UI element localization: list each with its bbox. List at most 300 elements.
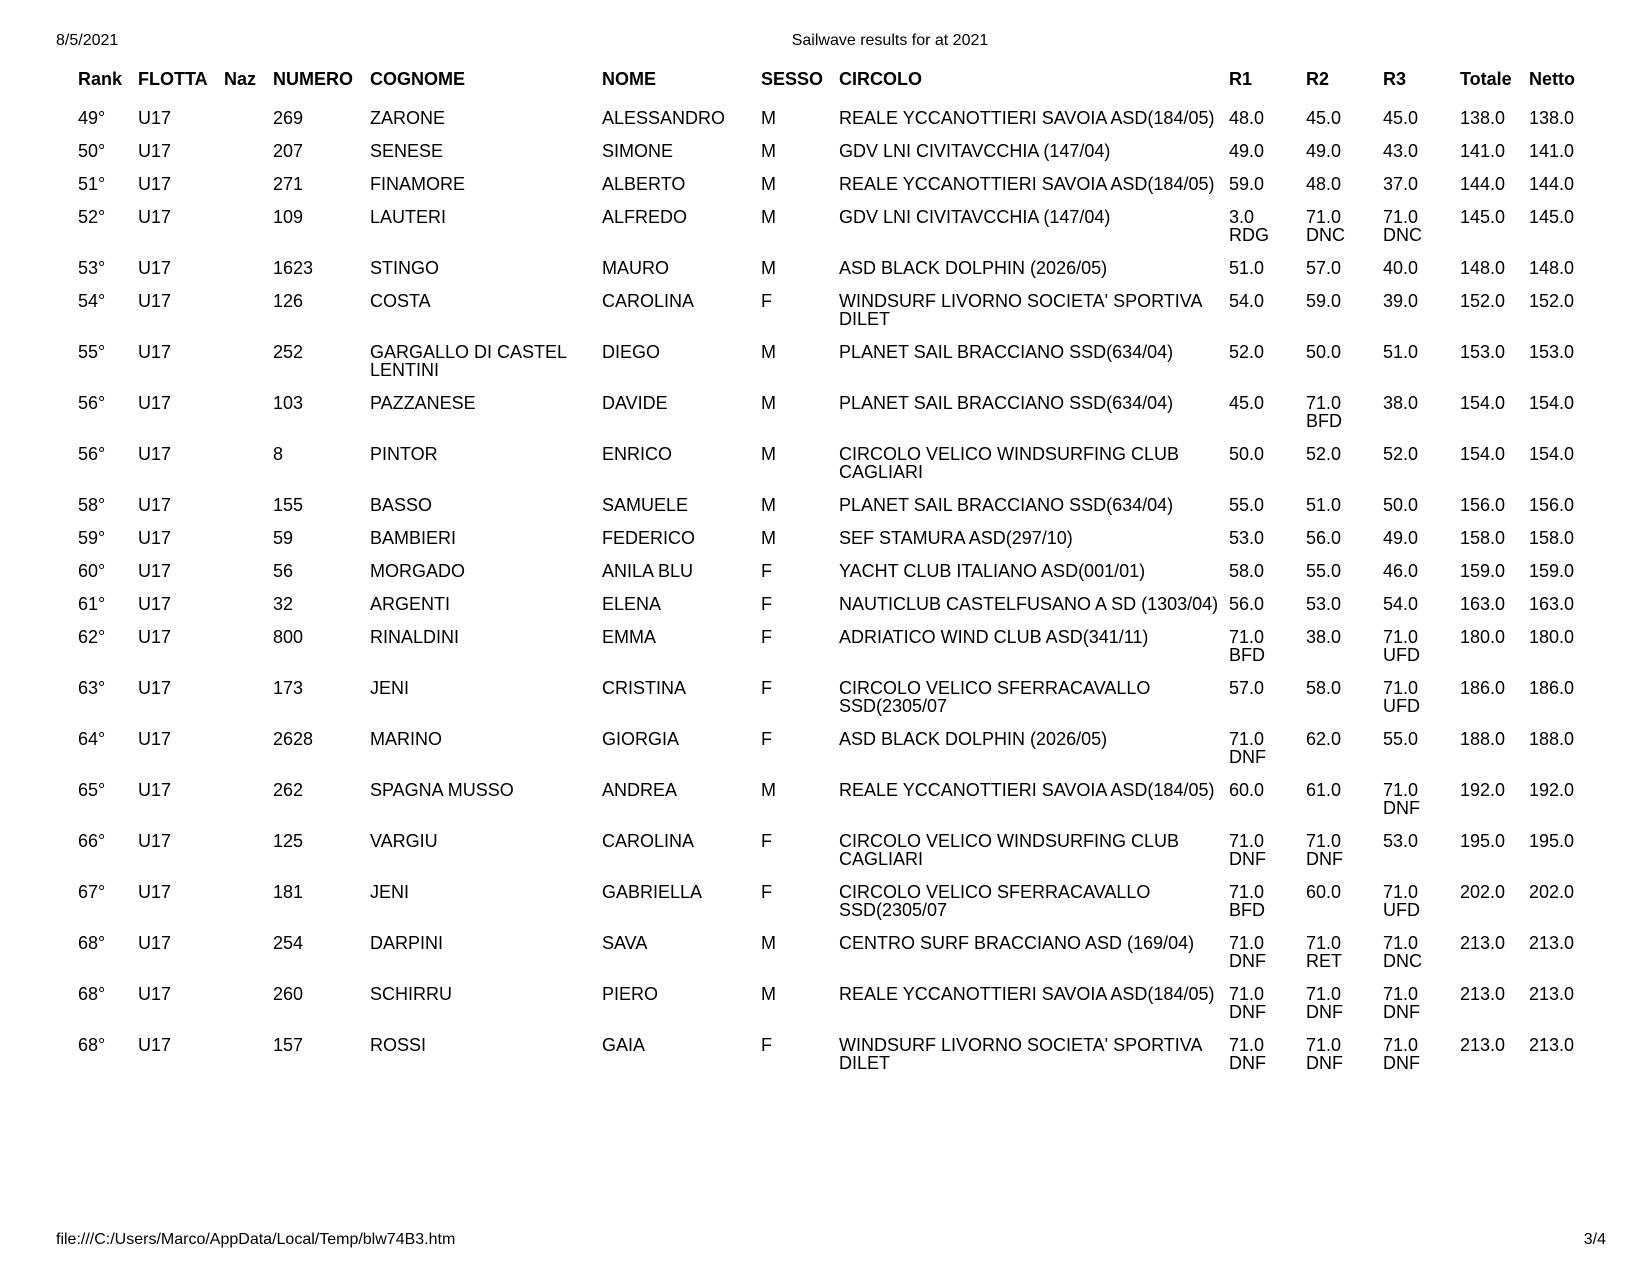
nome-cell: MAURO (602, 258, 669, 278)
r2-cell (1306, 487, 1383, 520)
r3-cell (1383, 385, 1460, 436)
numero-cell: 8 (273, 444, 284, 464)
r3-cell (1383, 100, 1460, 133)
r1-cell (1229, 553, 1306, 586)
circolo-cell: ADRIATICO WIND CLUB ASD(341/11) (839, 627, 1149, 647)
race-code: UFD (1383, 900, 1420, 920)
r2-cell (1306, 133, 1383, 166)
sesso-cell: F (761, 1035, 772, 1055)
r1-cell (1229, 670, 1306, 721)
race-score: 71.0 (1229, 882, 1265, 902)
race-score: 38.0 (1383, 393, 1419, 413)
nome-cell: EMMA (602, 627, 656, 647)
race-score: 49.0 (1306, 141, 1342, 161)
cognome-cell: BASSO (370, 495, 433, 515)
circolo-cell: CIRCOLO VELICO WINDSURFING CLUB CAGLIARI (839, 444, 1180, 482)
numero-cell: 1623 (273, 258, 314, 278)
r1-cell (1229, 283, 1306, 334)
circolo-cell: YACHT CLUB ITALIANO ASD(001/01) (839, 561, 1146, 581)
circolo-cell: REALE YCCANOTTIERI SAVOIA ASD(184/05) (839, 780, 1215, 800)
race-code: UFD (1383, 696, 1420, 716)
naz-cell (224, 283, 273, 334)
netto-cell: 195.0 (1529, 831, 1575, 851)
cognome-cell: SPAGNA MUSSO (370, 780, 514, 800)
race-score: 45.0 (1383, 108, 1419, 128)
cognome-cell: FINAMORE (370, 174, 466, 194)
netto-cell: 138.0 (1529, 108, 1575, 128)
column-header: COGNOME (370, 69, 466, 89)
column-header: SESSO (761, 69, 824, 89)
table-row (78, 334, 1588, 385)
race-code: DNF (1306, 1053, 1343, 1073)
race-score: 50.0 (1383, 495, 1419, 515)
circolo-cell: SEF STAMURA ASD(297/10) (839, 528, 1073, 548)
r2-cell (1306, 385, 1383, 436)
nome-cell: ALESSANDRO (602, 108, 726, 128)
circolo-cell: PLANET SAIL BRACCIANO SSD(634/04) (839, 393, 1174, 413)
r1-cell (1229, 772, 1306, 823)
naz-cell (224, 1027, 273, 1078)
r3-cell (1383, 823, 1460, 874)
nome-cell: ANDREA (602, 780, 678, 800)
race-score: 57.0 (1229, 678, 1265, 698)
nome-cell: ALFREDO (602, 207, 688, 227)
sesso-cell: M (761, 780, 776, 800)
race-score: 56.0 (1306, 528, 1342, 548)
rank-cell: 53° (78, 258, 106, 278)
race-score: 54.0 (1229, 291, 1265, 311)
table-row (78, 553, 1588, 586)
r1-cell (1229, 619, 1306, 670)
r3-cell (1383, 133, 1460, 166)
r1-cell (1229, 334, 1306, 385)
r2-cell (1306, 250, 1383, 283)
race-code: DNF (1229, 747, 1266, 767)
flotta-cell: U17 (138, 627, 172, 647)
nome-cell: SIMONE (602, 141, 674, 161)
race-score: 59.0 (1306, 291, 1342, 311)
race-score: 71.0 (1229, 1035, 1265, 1055)
race-score: 53.0 (1229, 528, 1265, 548)
results-table (78, 64, 1588, 1078)
column-header: CIRCOLO (839, 69, 922, 89)
sesso-cell: M (761, 108, 776, 128)
nome-cell: PIERO (602, 984, 659, 1004)
race-score: 71.0 (1306, 831, 1342, 851)
race-score: 71.0 (1229, 984, 1265, 1004)
rank-cell: 60° (78, 561, 106, 581)
totale-cell: 195.0 (1460, 831, 1506, 851)
flotta-cell: U17 (138, 444, 172, 464)
race-score: 43.0 (1383, 141, 1419, 161)
naz-cell (224, 823, 273, 874)
totale-cell: 192.0 (1460, 780, 1506, 800)
race-score: 55.0 (1306, 561, 1342, 581)
totale-cell: 180.0 (1460, 627, 1506, 647)
race-score: 3.0 (1229, 207, 1255, 227)
totale-cell: 148.0 (1460, 258, 1506, 278)
r2-cell (1306, 670, 1383, 721)
table-row (78, 100, 1588, 133)
cognome-cell: JENI (370, 678, 410, 698)
nome-cell: ENRICO (602, 444, 673, 464)
race-score: 71.0 (1383, 882, 1419, 902)
totale-cell: 153.0 (1460, 342, 1506, 362)
netto-cell: 154.0 (1529, 393, 1575, 413)
netto-cell: 163.0 (1529, 594, 1575, 614)
netto-cell: 148.0 (1529, 258, 1575, 278)
naz-cell (224, 586, 273, 619)
numero-cell: 269 (273, 108, 304, 128)
numero-cell: 109 (273, 207, 304, 227)
race-score: 71.0 (1229, 729, 1265, 749)
table-row (78, 385, 1588, 436)
flotta-cell: U17 (138, 594, 172, 614)
numero-cell: 32 (273, 594, 294, 614)
circolo-cell: WINDSURF LIVORNO SOCIETA' SPORTIVA DILET (839, 291, 1202, 329)
race-score: 71.0 (1306, 393, 1342, 413)
race-score: 71.0 (1306, 984, 1342, 1004)
nome-cell: DIEGO (602, 342, 661, 362)
numero-cell: 207 (273, 141, 304, 161)
column-header: Netto (1529, 69, 1575, 89)
cognome-cell: PINTOR (370, 444, 438, 464)
race-score: 60.0 (1306, 882, 1342, 902)
rank-cell: 62° (78, 627, 106, 647)
r3-cell (1383, 166, 1460, 199)
race-score: 50.0 (1306, 342, 1342, 362)
flotta-cell: U17 (138, 393, 172, 413)
netto-cell: 159.0 (1529, 561, 1575, 581)
sesso-cell: M (761, 444, 776, 464)
totale-cell: 154.0 (1460, 444, 1506, 464)
race-score: 59.0 (1229, 174, 1265, 194)
r2-cell (1306, 100, 1383, 133)
circolo-cell: REALE YCCANOTTIERI SAVOIA ASD(184/05) (839, 984, 1215, 1004)
cognome-cell: BAMBIERI (370, 528, 457, 548)
column-header: NUMERO (273, 69, 353, 89)
sesso-cell: F (761, 291, 772, 311)
numero-cell: 56 (273, 561, 294, 581)
totale-cell: 154.0 (1460, 393, 1506, 413)
r1-cell (1229, 823, 1306, 874)
nome-cell: FEDERICO (602, 528, 696, 548)
race-score: 62.0 (1306, 729, 1342, 749)
race-score: 45.0 (1306, 108, 1342, 128)
totale-cell: 141.0 (1460, 141, 1506, 161)
rank-cell: 68° (78, 984, 106, 1004)
table-row (78, 250, 1588, 283)
race-score: 53.0 (1383, 831, 1419, 851)
totale-cell: 188.0 (1460, 729, 1506, 749)
cognome-cell: GARGALLO DI CASTEL LENTINI (370, 342, 567, 380)
totale-cell: 186.0 (1460, 678, 1506, 698)
numero-cell: 262 (273, 780, 304, 800)
r2-cell (1306, 772, 1383, 823)
r3-cell (1383, 721, 1460, 772)
race-score: 48.0 (1229, 108, 1265, 128)
race-code: DNF (1383, 798, 1420, 818)
naz-cell (224, 772, 273, 823)
rank-cell: 52° (78, 207, 106, 227)
naz-cell (224, 487, 273, 520)
table-row (78, 133, 1588, 166)
race-score: 45.0 (1229, 393, 1265, 413)
flotta-cell: U17 (138, 495, 172, 515)
table-row (78, 619, 1588, 670)
nome-cell: GAIA (602, 1035, 646, 1055)
circolo-cell: REALE YCCANOTTIERI SAVOIA ASD(184/05) (839, 108, 1215, 128)
race-code: DNC (1383, 225, 1422, 245)
naz-cell (224, 976, 273, 1027)
numero-cell: 155 (273, 495, 304, 515)
flotta-cell: U17 (138, 831, 172, 851)
totale-cell: 156.0 (1460, 495, 1506, 515)
table-row (78, 721, 1588, 772)
flotta-cell: U17 (138, 1035, 172, 1055)
table-row (78, 436, 1588, 487)
race-code: DNF (1229, 1002, 1266, 1022)
cognome-cell: RINALDINI (370, 627, 460, 647)
flotta-cell: U17 (138, 678, 172, 698)
r1-cell (1229, 250, 1306, 283)
numero-cell: 125 (273, 831, 304, 851)
rank-cell: 66° (78, 831, 106, 851)
totale-cell: 144.0 (1460, 174, 1506, 194)
rank-cell: 55° (78, 342, 106, 362)
header-row (78, 64, 1588, 100)
sesso-cell: F (761, 729, 772, 749)
column-header: NOME (602, 69, 656, 89)
nome-cell: ANILA BLU (602, 561, 694, 581)
sesso-cell: M (761, 174, 776, 194)
cognome-cell: SCHIRRU (370, 984, 453, 1004)
rank-cell: 49° (78, 108, 106, 128)
sesso-cell: M (761, 207, 776, 227)
sesso-cell: F (761, 678, 772, 698)
nome-cell: SAVA (602, 933, 648, 953)
race-score: 58.0 (1306, 678, 1342, 698)
page-title: Sailwave results for at 2021 (791, 32, 989, 49)
sesso-cell: F (761, 831, 772, 851)
race-code: DNC (1306, 225, 1345, 245)
flotta-cell: U17 (138, 528, 172, 548)
r3-cell (1383, 520, 1460, 553)
naz-cell (224, 133, 273, 166)
flotta-cell: U17 (138, 780, 172, 800)
r2-cell (1306, 166, 1383, 199)
race-code: RDG (1229, 225, 1269, 245)
netto-cell: 154.0 (1529, 444, 1575, 464)
race-score: 37.0 (1383, 174, 1419, 194)
race-code: DNF (1306, 1002, 1343, 1022)
r2-cell (1306, 436, 1383, 487)
sesso-cell: F (761, 594, 772, 614)
table-row (78, 670, 1588, 721)
nome-cell: SAMUELE (602, 495, 689, 515)
r1-cell (1229, 976, 1306, 1027)
race-code: DNF (1383, 1002, 1420, 1022)
flotta-cell: U17 (138, 174, 172, 194)
rank-cell: 51° (78, 174, 106, 194)
cognome-cell: ZARONE (370, 108, 446, 128)
column-header: FLOTTA (138, 69, 208, 89)
r1-cell (1229, 721, 1306, 772)
r2-cell (1306, 823, 1383, 874)
rank-cell: 59° (78, 528, 106, 548)
rank-cell: 68° (78, 1035, 106, 1055)
flotta-cell: U17 (138, 342, 172, 362)
race-score: 50.0 (1229, 444, 1265, 464)
sesso-cell: F (761, 627, 772, 647)
race-score: 46.0 (1383, 561, 1419, 581)
totale-cell: 138.0 (1460, 108, 1506, 128)
r3-cell (1383, 772, 1460, 823)
sesso-cell: F (761, 561, 772, 581)
naz-cell (224, 925, 273, 976)
rank-cell: 54° (78, 291, 106, 311)
circolo-cell: GDV LNI CIVITAVCCHIA (147/04) (839, 141, 1111, 161)
flotta-cell: U17 (138, 882, 172, 902)
cognome-cell: ROSSI (370, 1035, 427, 1055)
race-score: 71.0 (1229, 933, 1265, 953)
race-score: 71.0 (1383, 1035, 1419, 1055)
netto-cell: 145.0 (1529, 207, 1575, 227)
r2-cell (1306, 925, 1383, 976)
table-row (78, 283, 1588, 334)
r2-cell (1306, 553, 1383, 586)
race-score: 53.0 (1306, 594, 1342, 614)
totale-cell: 159.0 (1460, 561, 1506, 581)
sesso-cell: F (761, 882, 772, 902)
column-header: Rank (78, 69, 123, 89)
r1-cell (1229, 436, 1306, 487)
r3-cell (1383, 619, 1460, 670)
flotta-cell: U17 (138, 207, 172, 227)
netto-cell: 158.0 (1529, 528, 1575, 548)
r2-cell (1306, 586, 1383, 619)
numero-cell: 181 (273, 882, 304, 902)
race-score: 40.0 (1383, 258, 1419, 278)
netto-cell: 188.0 (1529, 729, 1575, 749)
flotta-cell: U17 (138, 141, 172, 161)
naz-cell (224, 166, 273, 199)
nome-cell: GIORGIA (602, 729, 680, 749)
column-header: R3 (1383, 69, 1407, 89)
netto-cell: 144.0 (1529, 174, 1575, 194)
rank-cell: 68° (78, 933, 106, 953)
cognome-cell: MARINO (370, 729, 442, 749)
flotta-cell: U17 (138, 291, 172, 311)
sesso-cell: M (761, 528, 776, 548)
r3-cell (1383, 283, 1460, 334)
race-score: 58.0 (1229, 561, 1265, 581)
totale-cell: 213.0 (1460, 984, 1506, 1004)
nome-cell: CAROLINA (602, 291, 695, 311)
race-score: 71.0 (1383, 984, 1419, 1004)
circolo-cell: NAUTICLUB CASTELFUSANO A SD (1303/04) (839, 594, 1219, 614)
table-row (78, 520, 1588, 553)
r2-cell (1306, 721, 1383, 772)
race-score: 52.0 (1306, 444, 1342, 464)
totale-cell: 213.0 (1460, 933, 1506, 953)
naz-cell (224, 385, 273, 436)
netto-cell: 213.0 (1529, 984, 1575, 1004)
netto-cell: 213.0 (1529, 1035, 1575, 1055)
sesso-cell: M (761, 258, 776, 278)
race-code: DNF (1306, 849, 1343, 869)
totale-cell: 202.0 (1460, 882, 1506, 902)
cognome-cell: SENESE (370, 141, 444, 161)
race-score: 71.0 (1306, 1035, 1342, 1055)
r3-cell (1383, 874, 1460, 925)
totale-cell: 158.0 (1460, 528, 1506, 548)
table-row (78, 823, 1588, 874)
race-score: 61.0 (1306, 780, 1342, 800)
table-row (78, 487, 1588, 520)
race-code: DNF (1383, 1053, 1420, 1073)
rank-cell: 65° (78, 780, 106, 800)
page-number: 3/4 (1583, 1231, 1606, 1248)
race-code: DNF (1229, 849, 1266, 869)
race-score: 71.0 (1383, 678, 1419, 698)
race-code: UFD (1383, 645, 1420, 665)
r3-cell (1383, 925, 1460, 976)
page-url: file:///C:/Users/Marco/AppData/Local/Temp/blw74B3.htm (56, 1231, 456, 1248)
table-row (78, 925, 1588, 976)
rank-cell: 56° (78, 444, 106, 464)
numero-cell: 254 (273, 933, 304, 953)
circolo-cell: CIRCOLO VELICO SFERRACAVALLO SSD(2305/07 (839, 882, 1151, 920)
circolo-cell: CIRCOLO VELICO SFERRACAVALLO SSD(2305/07 (839, 678, 1151, 716)
flotta-cell: U17 (138, 108, 172, 128)
cognome-cell: MORGADO (370, 561, 466, 581)
r1-cell (1229, 166, 1306, 199)
totale-cell: 163.0 (1460, 594, 1506, 614)
race-score: 71.0 (1306, 933, 1342, 953)
race-score: 52.0 (1383, 444, 1419, 464)
netto-cell: 192.0 (1529, 780, 1575, 800)
print-date: 8/5/2021 (56, 32, 119, 49)
race-score: 71.0 (1383, 780, 1419, 800)
numero-cell: 800 (273, 627, 304, 647)
netto-cell: 213.0 (1529, 933, 1575, 953)
table-row (78, 1027, 1588, 1078)
race-score: 71.0 (1229, 627, 1265, 647)
circolo-cell: PLANET SAIL BRACCIANO SSD(634/04) (839, 495, 1174, 515)
numero-cell: 126 (273, 291, 304, 311)
naz-cell (224, 670, 273, 721)
r1-cell (1229, 487, 1306, 520)
sesso-cell: M (761, 342, 776, 362)
circolo-cell: PLANET SAIL BRACCIANO SSD(634/04) (839, 342, 1174, 362)
sesso-cell: M (761, 933, 776, 953)
nome-cell: CAROLINA (602, 831, 695, 851)
circolo-cell: ASD BLACK DOLPHIN (2026/05) (839, 258, 1108, 278)
race-score: 38.0 (1306, 627, 1342, 647)
numero-cell: 103 (273, 393, 304, 413)
r3-cell (1383, 553, 1460, 586)
race-score: 57.0 (1306, 258, 1342, 278)
race-score: 51.0 (1383, 342, 1419, 362)
column-header: Totale (1460, 69, 1512, 89)
table-row (78, 874, 1588, 925)
flotta-cell: U17 (138, 933, 172, 953)
naz-cell (224, 250, 273, 283)
race-code: DNF (1229, 951, 1266, 971)
numero-cell: 260 (273, 984, 304, 1004)
cognome-cell: COSTA (370, 291, 431, 311)
